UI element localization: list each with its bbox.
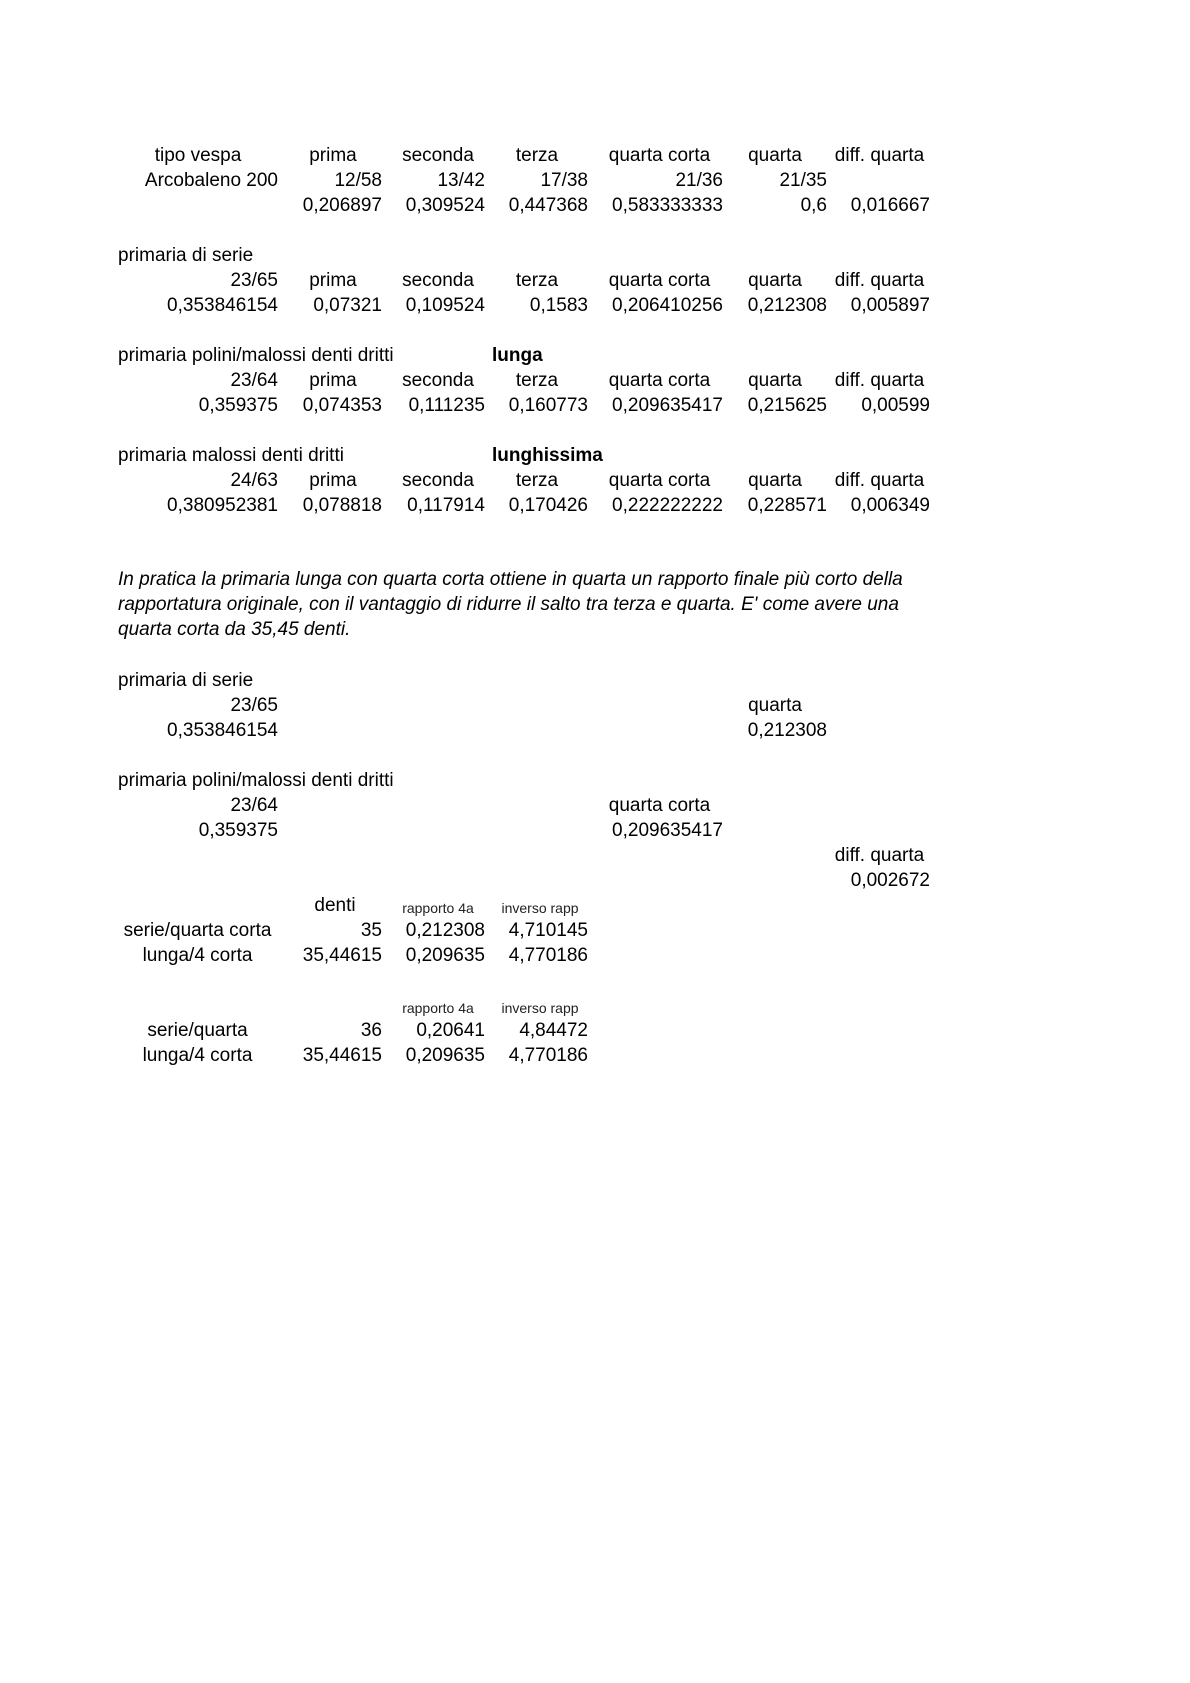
row-label: lunga/4 corta <box>142 945 253 966</box>
value-terza: 0,447368 <box>508 195 588 216</box>
column-header-quarta: quarta <box>748 145 802 166</box>
column-header-prima: prima <box>309 270 357 291</box>
row-label: serie/quarta corta <box>123 920 272 941</box>
quarta-label: quarta <box>748 695 802 716</box>
quarta-value: 0,212308 <box>747 720 827 741</box>
diff-quarta-value: 0,002672 <box>850 870 930 891</box>
section-tag: lunghissima <box>492 445 603 466</box>
column-header-seconda: seconda <box>402 145 474 166</box>
column-header-quarta: quarta <box>748 470 802 491</box>
column-header-denti: denti <box>314 895 356 916</box>
value-quarta-corta: 0,222222222 <box>612 495 723 516</box>
row-denti: 36 <box>360 1020 382 1041</box>
primary-value: 0,380952381 <box>167 495 278 516</box>
column-header-prima: prima <box>309 370 357 391</box>
column-header-terza: terza <box>515 270 559 291</box>
row-rapporto: 0,209635 <box>405 945 485 966</box>
polini-primary-value: 0,359375 <box>198 820 278 841</box>
column-header-seconda: seconda <box>402 470 474 491</box>
value-quarta: 0,6 <box>800 195 827 216</box>
value-seconda: 0,109524 <box>405 295 485 316</box>
column-header-prima: prima <box>309 470 357 491</box>
column-header-seconda: seconda <box>402 370 474 391</box>
value-terza: 0,1583 <box>529 295 588 316</box>
quarta-corta-value: 0,209635417 <box>612 820 723 841</box>
column-header-terza: terza <box>515 370 559 391</box>
ratio-quarta-corta: 21/36 <box>675 170 723 191</box>
serie-primary-value: 0,353846154 <box>167 720 278 741</box>
column-header-inverso: inverso rapp <box>501 900 579 916</box>
section-title: primaria malossi denti dritti <box>118 445 344 466</box>
value-seconda: 0,111235 <box>408 395 485 416</box>
value-quarta: 0,228571 <box>747 495 827 516</box>
row-inverso: 4,710145 <box>508 920 588 941</box>
column-header-quarta-corta: quarta corta <box>608 270 711 291</box>
row-label: serie/quarta <box>147 1020 248 1041</box>
row-denti: 35 <box>360 920 382 941</box>
polini-title: primaria polini/malossi denti dritti <box>118 770 394 791</box>
value-prima: 0,074353 <box>302 395 382 416</box>
column-header-quarta-corta: quarta corta <box>608 470 711 491</box>
value-prima: 0,206897 <box>302 195 382 216</box>
column-header-quarta-corta: quarta corta <box>608 145 711 166</box>
ratio-seconda: 13/42 <box>437 170 485 191</box>
quarta-corta-label: quarta corta <box>608 795 711 816</box>
value-diff-quarta: 0,016667 <box>850 195 930 216</box>
ratio-terza: 17/38 <box>540 170 588 191</box>
section-title: primaria di serie <box>118 245 254 266</box>
column-header-seconda: seconda <box>402 270 474 291</box>
column-header-diff-quarta: diff. quarta <box>834 370 925 391</box>
row-inverso: 4,770186 <box>508 945 588 966</box>
column-header-rapporto: rapporto 4a <box>402 900 474 916</box>
value-diff-quarta: 0,00599 <box>861 395 930 416</box>
column-header-quarta: quarta <box>748 270 802 291</box>
ratio-prima: 12/58 <box>334 170 382 191</box>
serie-primary-ratio: 23/65 <box>230 695 278 716</box>
column-header-quarta-corta: quarta corta <box>608 370 711 391</box>
section-tag: lunga <box>492 345 543 366</box>
column-header-diff-quarta: diff. quarta <box>834 145 925 166</box>
value-quarta-corta: 0,206410256 <box>612 295 723 316</box>
column-header-diff-quarta: diff. quarta <box>834 470 925 491</box>
primary-ratio: 24/63 <box>230 470 278 491</box>
column-header-terza: terza <box>515 470 559 491</box>
value-quarta: 0,215625 <box>747 395 827 416</box>
primary-value: 0,353846154 <box>167 295 278 316</box>
row-inverso: 4,84472 <box>519 1020 588 1041</box>
value-diff-quarta: 0,006349 <box>850 495 930 516</box>
serie-title: primaria di serie <box>118 670 254 691</box>
row-rapporto: 0,20641 <box>416 1020 485 1041</box>
value-seconda: 0,117914 <box>407 495 485 516</box>
row-label: lunga/4 corta <box>142 1045 253 1066</box>
value-quarta-corta: 0,209635417 <box>612 395 723 416</box>
column-header-rapporto: rapporto 4a <box>402 1000 474 1016</box>
column-header-prima: prima <box>309 145 357 166</box>
row-rapporto: 0,209635 <box>405 1045 485 1066</box>
value-seconda: 0,309524 <box>405 195 485 216</box>
section-title: primaria polini/malossi denti dritti <box>118 345 394 366</box>
column-header-quarta: quarta <box>748 370 802 391</box>
column-header-terza: terza <box>515 145 559 166</box>
primary-value: 0,359375 <box>198 395 278 416</box>
column-header-tipo-vespa: tipo vespa <box>154 145 242 166</box>
explanatory-note: In pratica la primaria lunga con quarta corta ottiene in quarta un rapporto finale più corto della rapportatura originale, con il vantaggio di ridurre il salto tra terza e quarta. E' come avere una quarta corta da 35,45 denti. <box>118 569 903 640</box>
row-rapporto: 0,212308 <box>405 920 485 941</box>
diff-quarta-label: diff. quarta <box>834 845 925 866</box>
value-prima: 0,07321 <box>313 295 382 316</box>
column-header-diff-quarta: diff. quarta <box>834 270 925 291</box>
value-diff-quarta: 0,005897 <box>850 295 930 316</box>
value-terza: 0,160773 <box>508 395 588 416</box>
value-quarta: 0,212308 <box>747 295 827 316</box>
vespa-name: Arcobaleno 200 <box>144 170 278 191</box>
primary-ratio: 23/65 <box>230 270 278 291</box>
polini-primary-ratio: 23/64 <box>230 795 278 816</box>
value-prima: 0,078818 <box>302 495 382 516</box>
row-inverso: 4,770186 <box>508 1045 588 1066</box>
row-denti: 35,44615 <box>302 945 382 966</box>
row-denti: 35,44615 <box>302 1045 382 1066</box>
column-header-inverso: inverso rapp <box>501 1000 579 1016</box>
value-quarta-corta: 0,583333333 <box>612 195 723 216</box>
ratio-quarta: 21/35 <box>779 170 827 191</box>
primary-ratio: 23/64 <box>230 370 278 391</box>
value-terza: 0,170426 <box>508 495 588 516</box>
